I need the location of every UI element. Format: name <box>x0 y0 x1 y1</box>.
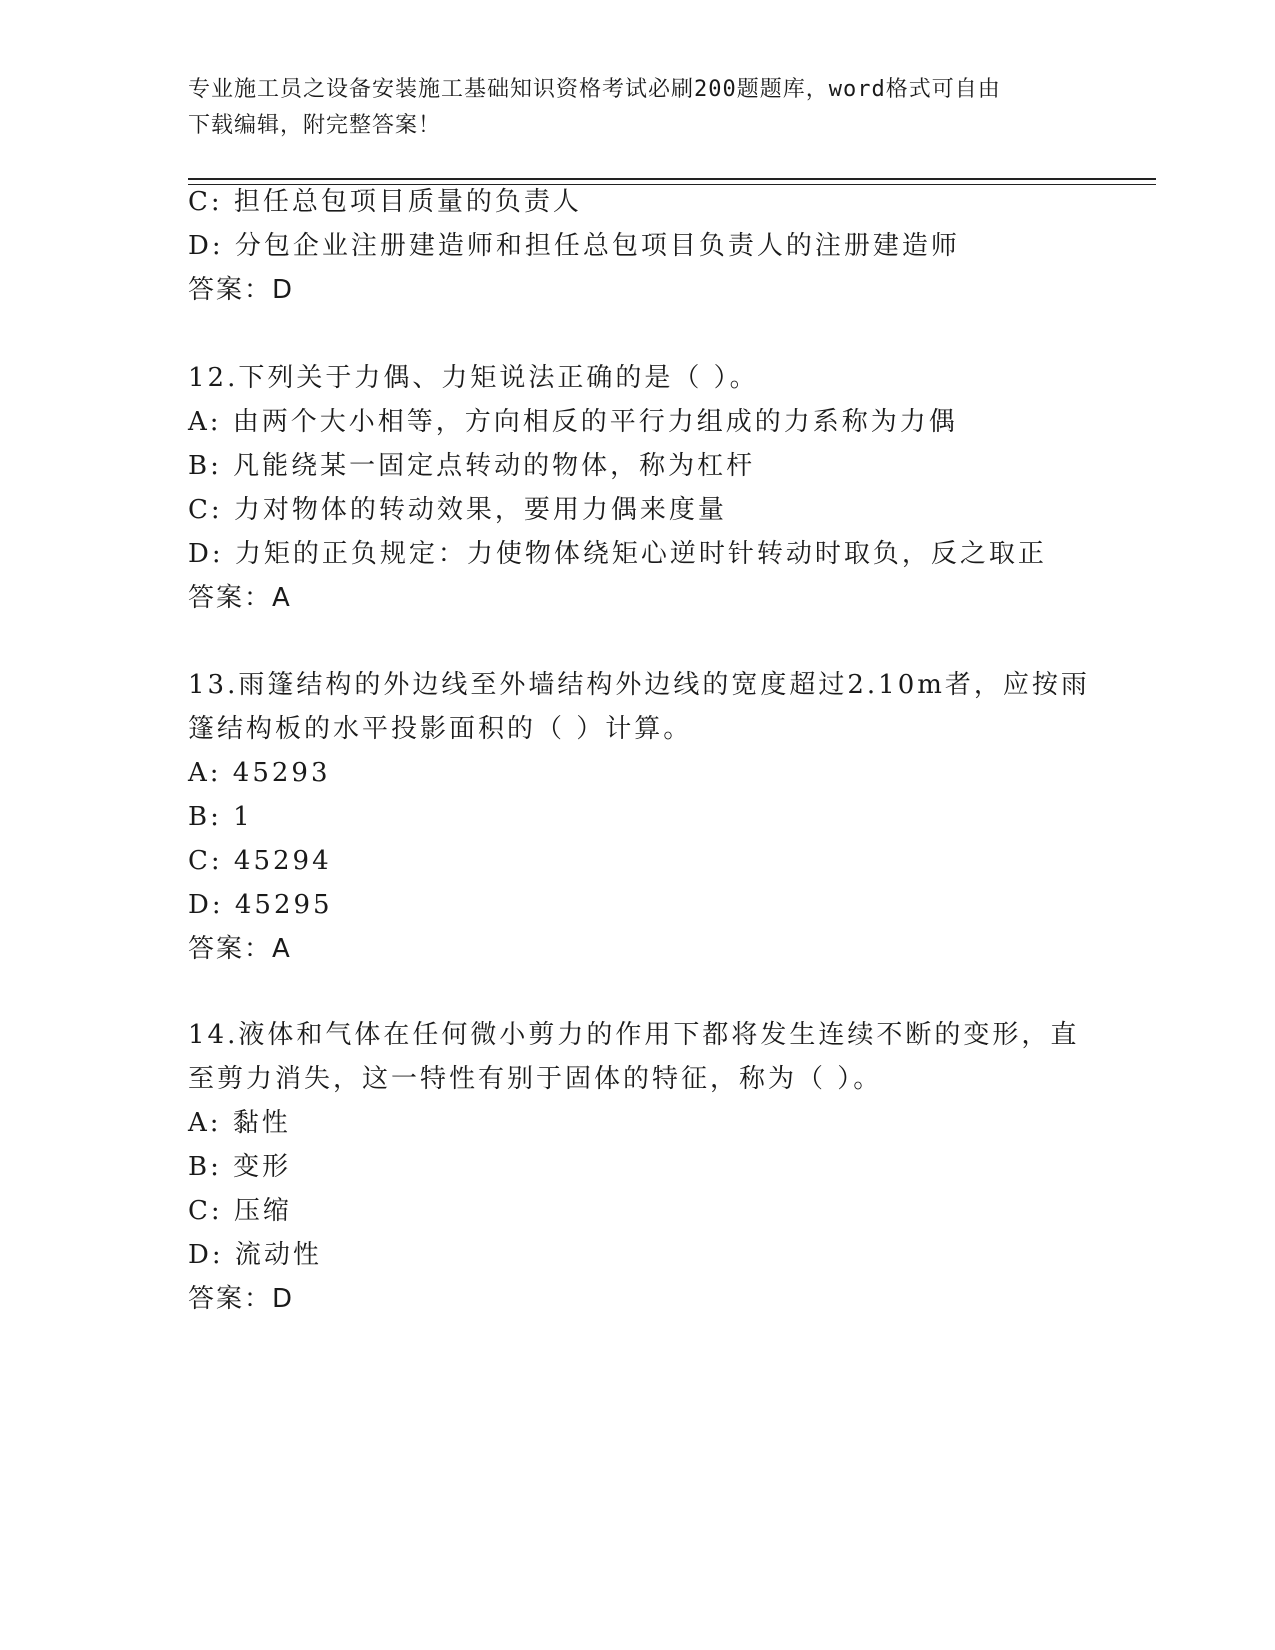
q11-option-c: C: 担任总包项目质量的负责人 <box>188 187 582 217</box>
header-divider-thick <box>188 178 1156 180</box>
q12-option-c: C: 力对物体的转动效果，要用力偶来度量 <box>188 495 727 525</box>
q14-stem-line-1: 14.液体和气体在任何微小剪力的作用下都将发生连续不断的变形，直 <box>188 1020 1080 1050</box>
q14-answer: 答案：D <box>188 1284 295 1314</box>
q12-option-b: B: 凡能绕某一固定点转动的物体，称为杠杆 <box>188 451 756 481</box>
q13-option-a: A: 45293 <box>188 758 331 788</box>
q13-answer: 答案：A <box>188 934 292 964</box>
header-title-line-2: 下载编辑，附完整答案！ <box>188 113 442 138</box>
q14-option-d: D: 流动性 <box>188 1240 322 1270</box>
q12-stem: 12.下列关于力偶、力矩说法正确的是（ ）。 <box>188 363 759 393</box>
q13-option-c: C: 45294 <box>188 846 332 876</box>
q14-option-a: A: 黏性 <box>188 1108 291 1138</box>
q12-option-d: D: 力矩的正负规定：力使物体绕矩心逆时针转动时取负，反之取正 <box>188 539 1047 569</box>
q12-option-a: A: 由两个大小相等，方向相反的平行力组成的力系称为力偶 <box>188 407 958 437</box>
q13-stem-line-1: 13.雨篷结构的外边线至外墙结构外边线的宽度超过2.10m者，应按雨 <box>188 670 1090 700</box>
q13-stem-line-2: 篷结构板的水平投影面积的（ ）计算。 <box>188 714 693 744</box>
q14-option-b: B: 变形 <box>188 1152 292 1182</box>
q11-answer: 答案：D <box>188 275 295 305</box>
q13-option-b: B: 1 <box>188 802 253 832</box>
q14-stem-line-2: 至剪力消失，这一特性有别于固体的特征，称为（ ）。 <box>188 1064 883 1094</box>
q11-option-d: D: 分包企业注册建造师和担任总包项目负责人的注册建造师 <box>188 231 960 261</box>
q13-option-d: D: 45295 <box>188 890 333 920</box>
header-title-line-1: 专业施工员之设备安装施工基础知识资格考试必刷200题题库，word格式可自由 <box>188 77 1001 102</box>
document-header <box>188 72 1088 144</box>
q14-option-c: C: 压缩 <box>188 1196 292 1226</box>
q12-answer: 答案：A <box>188 583 292 613</box>
